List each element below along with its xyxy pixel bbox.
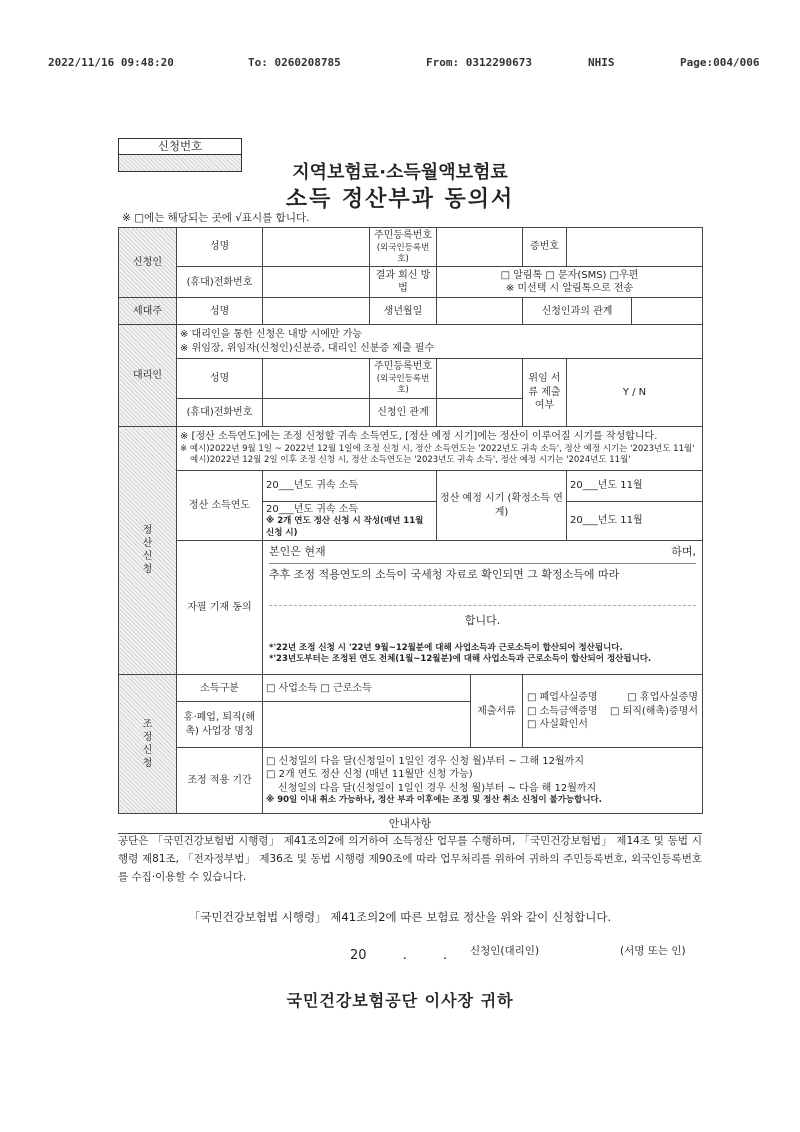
income-type-label: 소득구분 — [177, 675, 263, 702]
applicant-name-field[interactable] — [263, 228, 370, 267]
period-cancel-note: ※ 90일 이내 취소 가능하나, 정산 부과 이후에는 조정 및 정산 취소 신청이 불가능합니다. — [266, 795, 602, 806]
submission-docs-label: 제출서류 — [471, 675, 523, 748]
settlement-year-2[interactable]: 20___년도 귀속 소득 — [266, 503, 359, 515]
doc-retirement-cert[interactable]: □ 퇴직(해촉)증명서 — [609, 705, 698, 717]
fax-header — [48, 56, 770, 72]
date-year[interactable]: 20 — [350, 948, 367, 963]
date-month-dot[interactable]: . — [402, 948, 407, 963]
agent-phone-field[interactable] — [263, 398, 370, 426]
application-number-label: 신청번호 — [119, 139, 241, 155]
household-head-birth-field[interactable] — [437, 298, 523, 325]
checkbox-instruction: ※ □에는 해당되는 곳에 √표시를 합니다. — [122, 212, 310, 224]
adjustment-period-label: 조정 적용 기간 — [177, 748, 263, 814]
period-option-1[interactable]: □ 신청일의 다음 달(신청일이 1일인 경우 신청 월)부터 ~ 그해 12월까지 — [266, 755, 585, 767]
agent-rrn-label: 주민등록번호 — [374, 361, 432, 373]
settlement-timing-label: 정산 예정 시기 (확정소득 연계) — [437, 470, 567, 540]
household-head-section: 세대주 — [119, 298, 177, 325]
consent-note-1: *'22년 조정 신청 시 '22년 9월~12월분에 대해 사업소득과 근로소득이 합산되어 정산됩니다. — [269, 642, 623, 653]
recipient: 국민건강보험공단 이사장 귀하 — [286, 991, 514, 1010]
fax-to: To: 0260208785 — [248, 56, 341, 69]
fax-from: From: 0312290673 — [426, 56, 532, 69]
agent-name-field[interactable] — [263, 359, 370, 398]
applicant-phone-label: (휴대)전화번호 — [177, 267, 263, 298]
date-day-dot[interactable]: . — [442, 948, 448, 963]
adjustment-section: 조정신청 — [142, 719, 153, 770]
agent-name-label: 성명 — [177, 359, 263, 398]
closure-workplace-label: 휴·폐업, 퇴직(해촉) 사업장 명칭 — [177, 702, 263, 748]
agent-rrn-sub-label: (외국인등록번호) — [376, 373, 430, 396]
period-option-2[interactable]: □ 2개 연도 정산 신청 (매년 11월만 신청 가능) — [266, 769, 473, 781]
doc-income-cert[interactable]: □ 소득금액증명 — [527, 705, 598, 717]
agent-note-visit: ※ 대리인을 통한 신청은 내방 시에만 가능 — [180, 329, 363, 341]
fax-page: Page:004/006 — [680, 56, 760, 69]
agent-relation-label: 신청인 관계 — [370, 398, 437, 426]
signer-label: 신청인(대리인) — [470, 945, 540, 957]
agent-section: 대리인 — [119, 325, 177, 426]
household-head-birth-label: 생년월일 — [370, 298, 437, 325]
agent-rrn-field[interactable] — [437, 359, 523, 398]
household-head-name-label: 성명 — [177, 298, 263, 325]
agent-docs-label: 위임 서류 제출 여부 — [523, 359, 567, 426]
settlement-timing-1[interactable]: 20___년도 11월 — [567, 470, 703, 501]
consent-line-1: 본인은 현재 — [269, 545, 326, 559]
settlement-guide: ※ [정산 소득연도]에는 조정 신청할 귀속 소득연도, [정산 예정 시기]에는 정산이 이루어질 시기를 작성합니다. — [180, 431, 658, 443]
form-title-line2: 소득 정산부과 동의서 — [285, 187, 515, 212]
settlement-year-1[interactable]: 20___년도 귀속 소득 — [263, 470, 437, 501]
consent-label: 자필 기재 동의 — [177, 541, 263, 675]
applicant-section: 신청인 — [119, 228, 177, 298]
fax-datetime: 2022/11/16 09:48:20 — [48, 56, 174, 69]
household-head-relation-label: 신청인과의 관계 — [523, 298, 632, 325]
settlement-year-note: ※ 2개 연도 정산 신청 시 작성(매년 11월 신청 시) — [266, 516, 424, 538]
settlement-timing-2[interactable]: 20___년도 11월 — [567, 501, 703, 540]
agent-phone-label: (휴대)전화번호 — [177, 398, 263, 426]
consent-handwriting-line-1[interactable] — [269, 563, 696, 564]
applicant-cert-field[interactable] — [567, 228, 703, 267]
agent-relation-field[interactable] — [437, 398, 523, 426]
applicant-rrn-field[interactable] — [437, 228, 523, 267]
form-title-line1: 지역보험료·소득월액보험료 — [292, 162, 508, 183]
settlement-example-1: ※ 예시)2022년 9월 1일 ~ 2022년 12월 1일에 조정 신청 시, 정산 소득연도는 '2022년도 귀속 소득', 정산 예정 시기는 '2023년도 11월' — [180, 443, 695, 454]
doc-fact-confirmation[interactable]: □ 사실확인서 — [527, 719, 588, 731]
doc-closure-cert[interactable]: □ 폐업사실증명 — [527, 692, 598, 704]
agent-note-documents: ※ 위임장, 위임자(신청인)신분증, 대리인 신분증 제출 필수 — [180, 342, 435, 354]
date-line — [350, 948, 479, 963]
result-method-options[interactable]: □ 알림톡 □ 문자(SMS) □우편 — [500, 269, 639, 281]
income-type-options[interactable]: □ 사업소득 □ 근로소득 — [263, 675, 471, 702]
applicant-name-label: 성명 — [177, 228, 263, 267]
settlement-year-label: 정산 소득연도 — [177, 470, 263, 540]
consent-line-3: 합니다. — [464, 614, 501, 627]
consent-handwriting-line-2[interactable] — [269, 583, 696, 606]
notice-heading: 안내사항 — [118, 815, 702, 834]
applicant-rrn-label: 주민등록번호 — [374, 230, 432, 241]
agent-docs-yn[interactable]: Y / N — [567, 359, 703, 426]
declaration-text: 「국민건강보험법 시행령」 제41조의2에 따른 보험료 정산을 위와 같이 신청합니다. — [188, 910, 612, 924]
household-head-relation-field[interactable] — [632, 298, 703, 325]
applicant-phone-field[interactable] — [263, 267, 370, 298]
period-option-2-detail: 신청일의 다음 달(신청일이 1일인 경우 신청 월)부터 ~ 다음 해 12월까지 — [278, 782, 597, 794]
doc-suspension-cert[interactable]: □ 휴업사실증명 — [627, 692, 698, 704]
signature-instruction: (서명 또는 인) — [620, 945, 686, 957]
application-form-table — [118, 227, 703, 814]
consent-line-2: 추후 조정 적용연도의 소득이 국세청 자료로 확인되면 그 확정소득에 따라 — [269, 568, 620, 582]
fax-org: NHIS — [588, 56, 615, 69]
closure-workplace-field[interactable] — [263, 702, 471, 748]
applicant-cert-label: 증번호 — [523, 228, 567, 267]
settlement-section: 정산신청 — [142, 525, 153, 576]
consent-line-1-end: 하며, — [671, 545, 696, 559]
settlement-example-2: 예시)2022년 12월 2일 이후 조정 신청 시, 정산 소득연도는 '2023년도 귀속 소득', 정산 예정 시기는 '2024년도 11월' — [190, 455, 631, 466]
household-head-name-field[interactable] — [263, 298, 370, 325]
result-method-label: 결과 회신 방법 — [370, 267, 437, 298]
consent-note-2: *'23년도부터는 조정된 연도 전체(1월~12월분)에 대해 사업소득과 근로소득이 합산되어 정산됩니다. — [269, 654, 652, 665]
result-method-note: ※ 미선택 시 알림톡으로 전송 — [505, 283, 634, 295]
notice-text: 공단은 「국민건강보험법 시행령」 제41조의2에 의거하여 소득정산 업무를 수행하며, 「국민건강보험법」 제14조 및 동법 시행령 제81조, 「전자정부법」 제36조 및 동법 시행령 제90조에 따라 업무처리를 위하여 귀하의 주민등록번호, 외국인등록번호를 수집·이용할 수 있습니다. — [118, 835, 702, 883]
applicant-rrn-sub-label: (외국인등록번호) — [376, 242, 430, 264]
